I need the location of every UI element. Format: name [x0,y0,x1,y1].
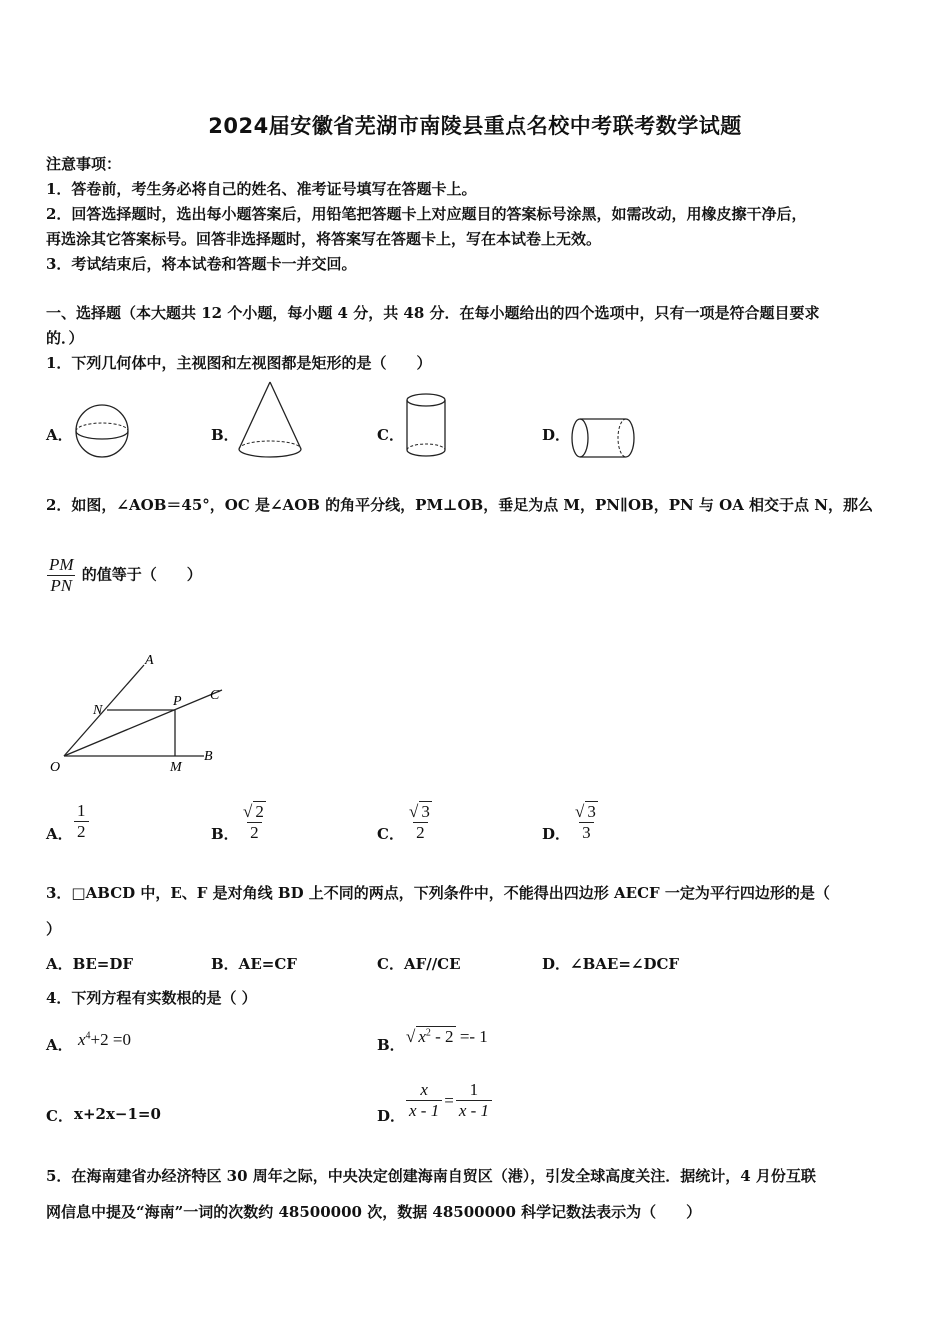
notice-item: 再选涂其它答案标号。回答非选择题时，将答案写在答题卡上，写在本试卷上无效。 [46,230,602,248]
page-title: 2024届安徽省芜湖市南陵县重点名校中考联考数学试题 [208,114,742,138]
angle-figure [44,650,234,775]
q4-option-d-equation: $\frac{x}{x - 1}$ = $\frac{1}{x - 1}$ [406,1080,492,1121]
label-m: M [170,760,182,775]
label-o: O [50,760,61,775]
q4-option-a-equation: $x^4+2 =0$ [78,1030,131,1049]
cone-icon [236,380,304,460]
q2-option-d-label: D． [542,825,571,843]
cylinder-lying-icon [570,416,636,462]
q2-option-c-label: C． [377,825,404,843]
notice-item: 1．答卷前，考生务必将自己的姓名、准考证号填写在答题卡上。 [46,180,477,198]
q4-option-a-label: A． [46,1036,73,1054]
notice-item: 3．考试结束后，将本试卷和答题卡一并交回。 [46,255,357,273]
cylinder-upright-icon [404,392,448,460]
q1-option-d-label: D． [542,426,571,444]
question-3-stem: 3．□ABCD 中，E、F 是对角线 BD 上不同的两点，下列条件中，不能得出四边形 AECF 一定为平行四边形的是（ [46,884,830,902]
q2-option-c-value: $\frac{√ 3}{2}$ [409,802,430,842]
q2-option-d-value: $\frac{√ 3}{3}$ [575,802,596,842]
q3-option-d: D．∠BAE=∠DCF [542,955,680,973]
question-2-stem: 2．如图，∠AOB＝45°，OC 是∠AOB 的角平分线，PM⊥OB，垂足为点 M，PN∥OB，PN 与 OA 相交于点 N，那么 [46,496,873,514]
question-2-stem-cont: $\frac{PM}{PN}$ 的值等于（ ） [46,555,202,596]
notice-item: 2．回答选择题时，选出每小题答案后，用铅笔把答题卡上对应题目的答案标号涂黑，如需改动，用橡皮擦干净后， [46,205,807,223]
q4-option-c-label: C． [46,1107,73,1125]
q4-option-b-equation: √ $x^2 - 2 =- 1$ [406,1027,488,1046]
label-a: A [145,653,154,668]
q4-option-b-label: B． [377,1036,405,1054]
question-5-stem-cont: 网信息中提及“海南”一词的次数约 48500000 次，数据 48500000 科学记数法表示为（ ） [46,1203,702,1221]
q3-option-b: B．AE=CF [211,955,297,973]
fraction-pm-pn: $\frac{PM}{PN}$ [49,555,74,595]
q1-option-c-label: C． [377,426,404,444]
label-b: B [204,749,213,764]
q3-option-c: C．AF//CE [377,955,461,973]
question-5-stem: 5．在海南建省办经济特区 30 周年之际，中央决定创建海南自贸区（港），引发全球高度关注．据统计，4 月份互联 [46,1167,816,1185]
question-3-stem-cont: ） [46,920,62,938]
question-4-stem: 4．下列方程有实数根的是（ ） [46,989,257,1007]
question-1-stem: 1．下列几何体中，主视图和左视图都是矩形的是（ ） [46,354,432,372]
q3-option-a: A．BE=DF [46,955,133,973]
q2-option-b-label: B． [211,825,239,843]
q2-option-a-value: $\frac{1}{2}$ [74,801,89,842]
section-heading: 一、选择题（本大题共 12 个小题，每小题 4 分，共 48 分．在每小题给出的四个选项中，只有一项是符合题目要求 [46,304,820,322]
label-c: C [210,688,220,703]
sphere-icon [74,403,130,459]
q2-option-b-value: $\frac{√ 2}{2}$ [243,802,264,842]
q2-option-a-label: A． [46,825,73,843]
q4-option-d-label: D． [377,1107,406,1125]
label-p: P [173,694,182,709]
section-heading-cont: 的．） [46,329,84,347]
q1-option-a-label: A． [46,426,73,444]
q4-option-c-equation: x+2x−1=0 [74,1105,161,1123]
q1-option-b-label: B． [211,426,239,444]
label-n: N [93,703,103,718]
notice-heading: 注意事项： [46,155,122,173]
